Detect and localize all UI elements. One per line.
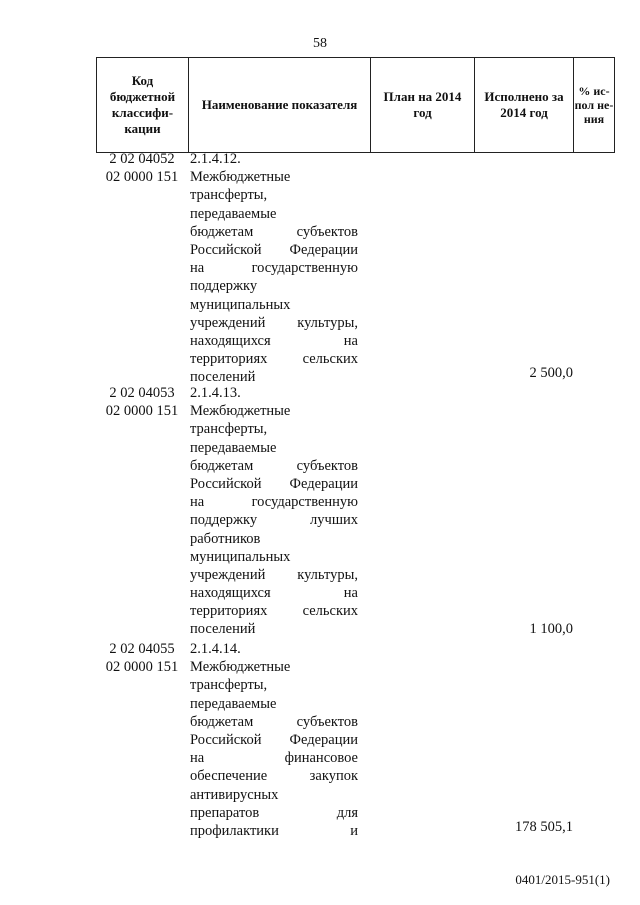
name-line: поселений [190, 369, 256, 386]
row-code: 2 02 04052 02 0000 151 [105, 151, 179, 185]
row-code: 2 02 04055 02 0000 151 [105, 641, 179, 675]
header-executed: Исполнено за 2014 год [475, 58, 574, 153]
name-line: трансферты, [190, 421, 268, 438]
name-line: бюджетам субъектов [190, 457, 358, 474]
row-name [190, 150, 358, 386]
row-name [190, 640, 358, 840]
name-line: Межбюджетные [190, 659, 291, 676]
name-line: Российской Федерации [190, 731, 358, 748]
table-body [96, 150, 614, 840]
name-line: антивирусных [190, 786, 279, 803]
name-line: на государственную [190, 260, 358, 277]
name-line: территориях сельских [190, 351, 358, 368]
header-code: Код бюджетной классифи-кации [97, 58, 189, 153]
header-name: Наименование показателя [189, 58, 371, 153]
header-percent: % ис-пол не-ния [574, 58, 615, 153]
name-line: работников [190, 530, 261, 547]
name-line: передаваемые [190, 695, 277, 712]
table-header [96, 57, 615, 153]
name-line: поддержку лучших [190, 512, 358, 529]
name-line: Российской Федерации [190, 475, 358, 492]
name-line: Межбюджетные [190, 169, 291, 186]
name-line: территориях сельских [190, 603, 358, 620]
row-executed: 2 500,0 [529, 365, 573, 381]
name-line: учреждений культуры, [190, 314, 358, 331]
row-executed: 178 505,1 [515, 819, 573, 835]
name-line: передаваемые [190, 439, 277, 456]
table-row [96, 384, 614, 638]
name-line: 2.1.4.13. [190, 385, 241, 401]
name-line: учреждений культуры, [190, 566, 358, 583]
name-line: препаратов для [190, 804, 358, 821]
row-name [190, 384, 358, 639]
header-plan: План на 2014 год [371, 58, 475, 153]
name-line: 2.1.4.14. [190, 641, 241, 657]
name-line: Российской Федерации [190, 241, 358, 258]
row-executed: 1 100,0 [529, 621, 573, 637]
name-line: находящихся на [190, 332, 358, 349]
table-row [96, 640, 614, 840]
name-line: муниципальных [190, 548, 291, 565]
name-line: передаваемые [190, 205, 277, 222]
name-line: муниципальных [190, 296, 291, 313]
name-line: обеспечение закупок [190, 768, 358, 785]
name-line: 2.1.4.12. [190, 151, 241, 167]
name-line: бюджетам субъектов [190, 713, 358, 730]
name-line: бюджетам субъектов [190, 223, 358, 240]
row-code: 2 02 04053 02 0000 151 [105, 385, 179, 419]
name-line: трансферты, [190, 187, 268, 204]
name-line: Межбюджетные [190, 403, 291, 420]
name-line: на государственную [190, 494, 358, 511]
page-number: 58 [313, 36, 327, 51]
name-line: профилактики и [190, 822, 358, 839]
name-line: находящихся на [190, 585, 358, 602]
name-line: поселений [190, 621, 256, 638]
document-reference: 0401/2015-951(1) [515, 872, 610, 887]
name-line: на финансовое [190, 750, 358, 767]
name-line: трансферты, [190, 677, 268, 694]
name-line: поддержку [190, 278, 258, 295]
table-row [96, 150, 614, 386]
